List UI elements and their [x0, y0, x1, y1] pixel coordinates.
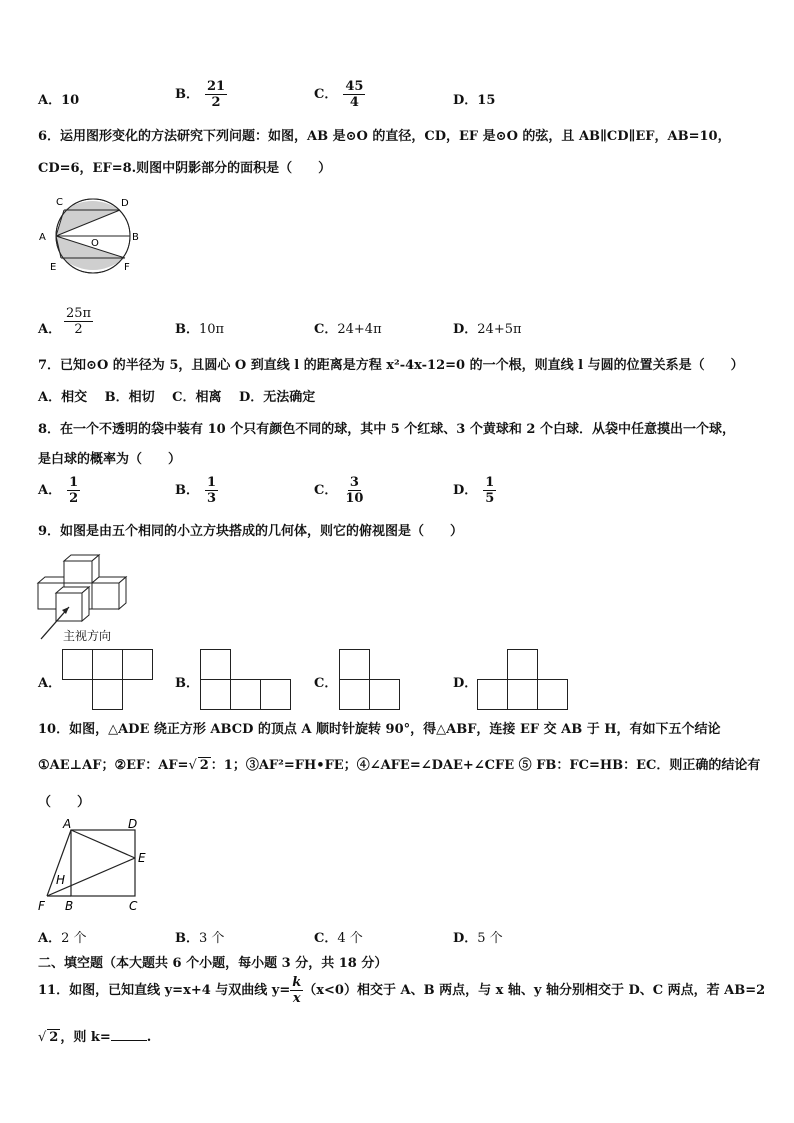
q9-option-b-label: B． [175, 676, 199, 691]
q6-option-a-fraction: $\frac{25\pi}{2}$ [66, 306, 92, 337]
label-a: A [63, 818, 72, 831]
q9-option-b-grid [200, 649, 291, 710]
q8-stem-line2: 是白球的概率为（ ） [38, 452, 182, 467]
q10-stem-line2: ①AE⊥AF；②EF：AF=√ 2 ：1；③AF²=FH•FE；④∠AFE=∠DAE+∠CFE ⑤ FB：FC=HB：EC．则正确的结论有 [38, 758, 761, 773]
q9-option-a-grid [62, 649, 153, 710]
q6-option-d: D．24+5π [453, 322, 522, 337]
label-f: F [38, 899, 45, 913]
q9-option-c-grid [339, 649, 400, 710]
q7-options: A．相交 B．相切 C．相离 D．无法确定 [38, 390, 316, 405]
label-d: D [121, 198, 129, 209]
q5-option-d: D．15 [453, 93, 496, 108]
q10-option-d: D．5 个 [453, 931, 503, 946]
q8-option-a: A． $\frac{1}{2}$ [38, 475, 79, 506]
q10-square-figure [36, 818, 156, 916]
q11-stem-line2: √ 2 ，则 k= . [38, 1030, 152, 1045]
q10-option-b: B．3 个 [175, 931, 225, 946]
label-h: H [56, 873, 66, 887]
q8-option-b: B． $\frac{1}{3}$ [175, 475, 217, 506]
q6-stem-line1: 6．运用图形变化的方法研究下列问题：如图，AB 是⊙O 的直径，CD，EF 是⊙O 的弦，且 AB∥CD∥EF，AB=10， [38, 129, 731, 144]
label-d: D [128, 818, 138, 831]
q9-option-c-label: C． [314, 676, 338, 691]
q10-stem-line1: 10．如图，△ADE 绕正方形 ABCD 的顶点 A 顺时针旋转 90°，得△ABF，连接 EF 交 AB 于 H，有如下五个结论 [38, 722, 721, 737]
q8-option-c: C． $\frac{3}{10}$ [314, 475, 364, 506]
q9-figure-caption: 主视方向 [63, 629, 112, 643]
label-a: A [39, 232, 46, 243]
q10-stem-line3: （ ） [38, 795, 91, 810]
label-c: C [56, 197, 63, 208]
q5-option-a: A．10 [38, 93, 80, 108]
label-c: C [129, 899, 138, 913]
q6-option-a: A． [38, 322, 62, 337]
q6-option-c: C．24+4π [314, 322, 382, 337]
label-b: B [65, 899, 74, 913]
q10-option-c: C．4 个 [314, 931, 363, 946]
q7-stem: 7．已知⊙O 的半径为 5，且圆心 O 到直线 l 的距离是方程 x²-4x-12=0 的一个根，则直线 l 与圆的位置关系是（ ） [38, 358, 744, 373]
label-f: F [124, 262, 130, 273]
q9-option-d-grid [477, 649, 568, 710]
q5-option-c: C． $\frac{45}{4}$ [314, 79, 364, 110]
label-e: E [50, 262, 57, 273]
label-b: B [132, 232, 139, 243]
q11-stem-line1: 11．如图，已知直线 y=x+4 与双曲线 y= $\frac{k}{x}$ （x<0）相交于 A、B 两点，与 x 轴、y 轴分别相交于 D、C 两点，若 AB=2 [38, 975, 766, 1006]
answer-blank [111, 1040, 147, 1041]
q6-option-b: B．10π [175, 322, 225, 337]
fraction: $\frac{45}{4}$ [345, 79, 364, 110]
q5-option-b: B． $\frac{21}{2}$ [175, 79, 226, 110]
q9-stem: 9．如图是由五个相同的小立方块搭成的几何体，则它的俯视图是（ ） [38, 524, 464, 539]
q6-circle-figure [36, 190, 148, 274]
label-e: E [138, 851, 146, 865]
q6-stem-line2: CD=6，EF=8.则图中阴影部分的面积是（ ） [38, 161, 332, 176]
label-o: O [91, 238, 99, 249]
q9-option-d-label: D． [453, 676, 478, 691]
fraction: $\frac{21}{2}$ [207, 79, 226, 110]
q8-option-d: D． $\frac{1}{5}$ [453, 475, 495, 506]
q10-option-a: A．2 个 [38, 931, 87, 946]
q8-stem-line1: 8．在一个不透明的袋中装有 10 个只有颜色不同的球，其中 5 个红球、3 个黄球和 2 个白球．从袋中任意摸出一个球， [38, 422, 735, 437]
section-title: 二、填空题（本大题共 6 个小题，每小题 3 分，共 18 分） [38, 956, 388, 971]
q9-option-a-label: A． [38, 676, 62, 691]
